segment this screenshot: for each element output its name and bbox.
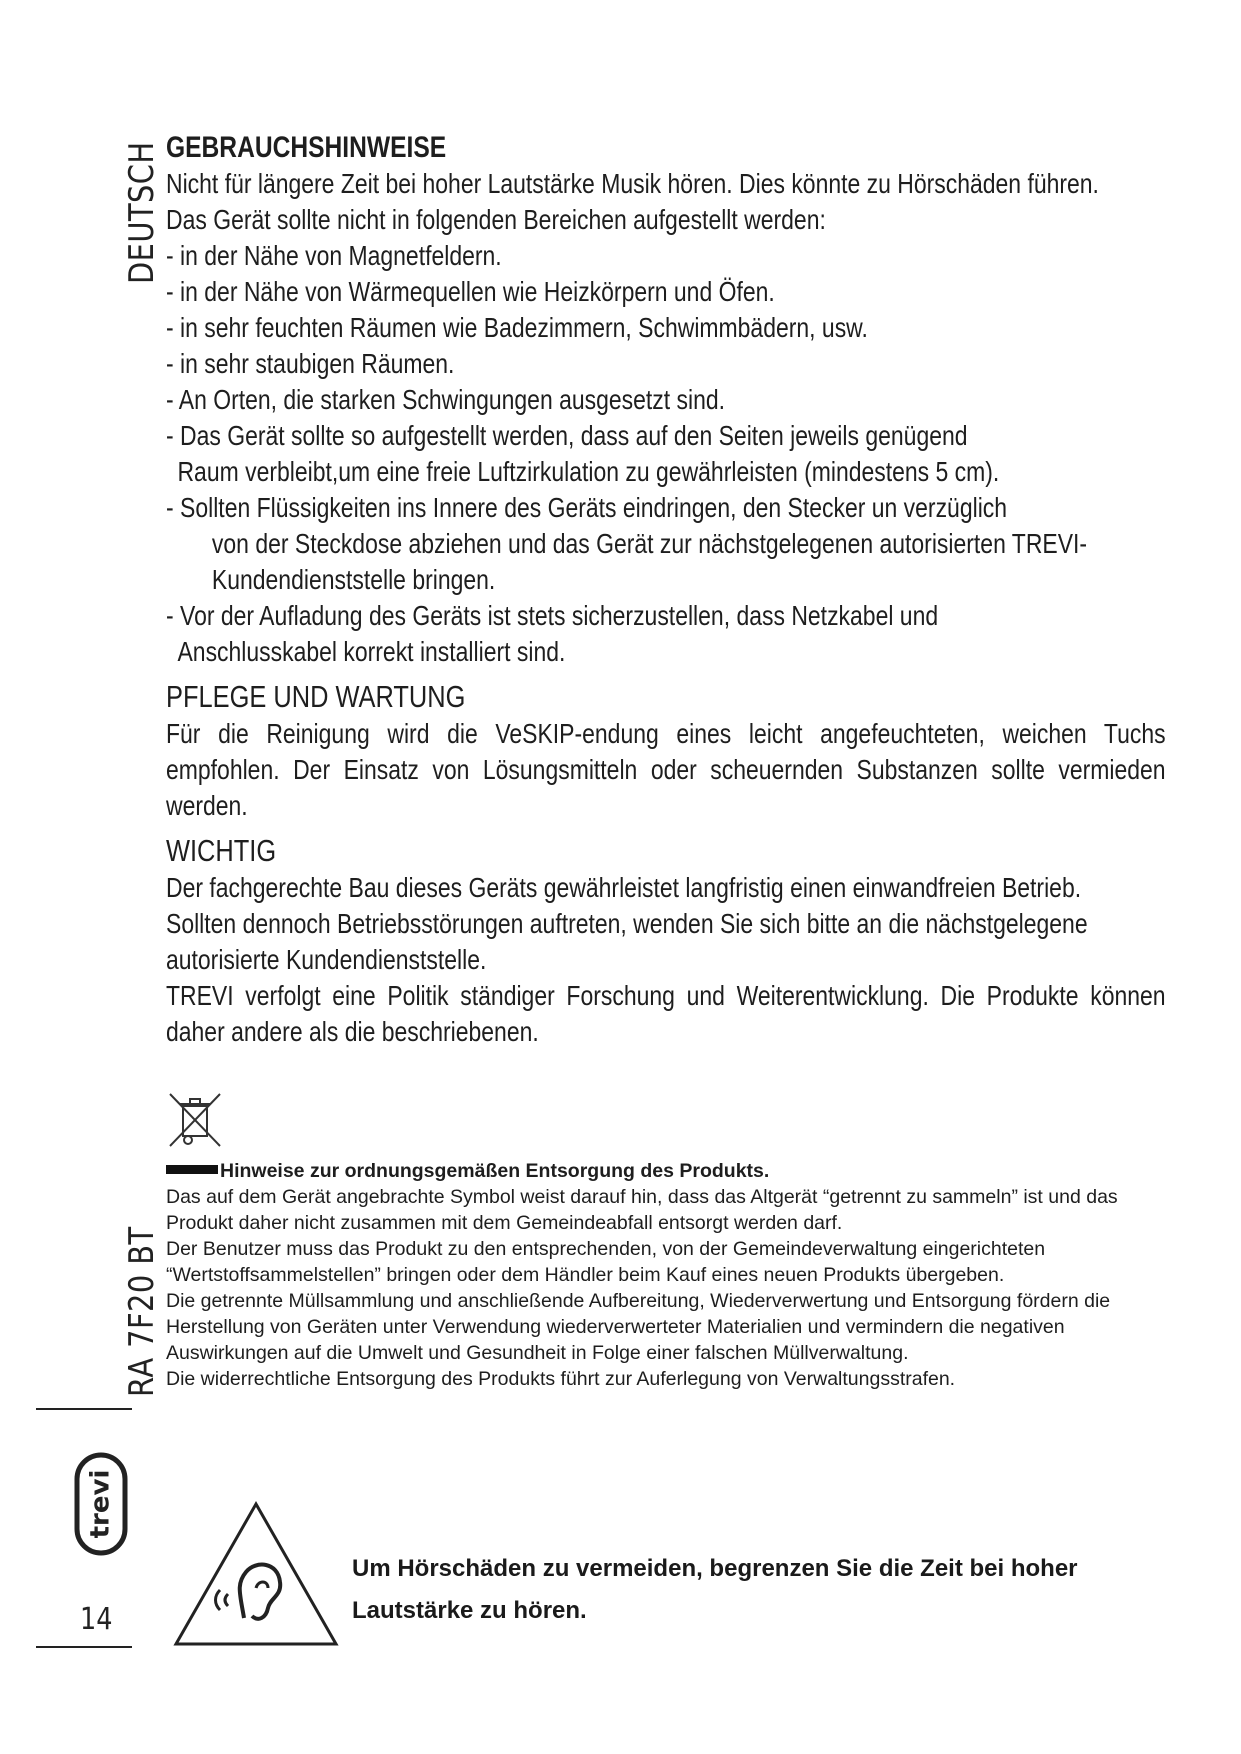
- important-line: autorisierte Kundendienststelle.: [166, 944, 487, 975]
- usage-item: - in der Nähe von Magnetfeldern.: [166, 240, 502, 271]
- page-number: 14: [80, 1602, 113, 1637]
- usage-line: Nicht für längere Zeit bei hoher Lautstärke Musik hören. Dies könnte zu Hörschäden führen.: [166, 168, 1099, 199]
- warning-line: Um Hörschäden zu vermeiden, begrenzen Sie die Zeit bei hoher: [352, 1555, 1078, 1582]
- important-line: Sollten dennoch Betriebsstörungen auftreten, wenden Sie sich bitte an die nächstgelegene: [166, 908, 1088, 939]
- usage-item-cont: Anschlusskabel korrekt installiert sind.: [177, 636, 566, 667]
- disposal-paragraph: Der Benutzer muss das Produkt zu den entsprechenden, von der Gemeindeverwaltung eingerichteten “Wertstoffsammelstellen” bringen oder dem Händler beim Kauf eines neuen Produkts übergeben.: [166, 1238, 1046, 1286]
- usage-item-cont: Kundendienststelle bringen.: [211, 564, 496, 595]
- hearing-warning: [352, 1548, 1172, 1632]
- title-bar: [166, 1165, 218, 1174]
- hearing-warning-icon: [170, 1498, 342, 1650]
- usage-title: GEBRAUCHSHINWEISE: [166, 131, 447, 164]
- language-label: DEUTSCH: [122, 141, 162, 284]
- usage-item: - in sehr feuchten Räumen wie Badezimmern, Schwimmbädern, usw.: [166, 312, 868, 343]
- usage-item: - Das Gerät sollte so aufgestellt werden, dass auf den Seiten jeweils genügend: [166, 420, 968, 451]
- disposal-paragraph: Die widerrechtliche Entsorgung des Produkts führt zur Auferlegung von Verwaltungsstrafen.: [166, 1368, 956, 1390]
- usage-section: [166, 130, 1166, 1050]
- usage-item-cont: von der Steckdose abziehen und das Gerät zur nächstgelegenen autorisierten TREVI-: [211, 528, 1088, 559]
- usage-item: - in sehr staubigen Räumen.: [166, 348, 455, 379]
- main-content: [166, 130, 1166, 1050]
- usage-item: - in der Nähe von Wärmequellen wie Heizkörpern und Öfen.: [166, 276, 775, 307]
- trevi-logo: [74, 1452, 128, 1556]
- usage-item: - An Orten, die starken Schwingungen ausgesetzt sind.: [166, 384, 726, 415]
- divider: [36, 1646, 132, 1648]
- important-title: WICHTIG: [166, 833, 277, 868]
- divider: [36, 1408, 132, 1410]
- usage-item-cont: Raum verbleibt,um eine freie Luftzirkulation zu gewährleisten (mindestens 5 cm).: [177, 456, 1000, 487]
- disposal-section: [166, 1158, 1186, 1392]
- disposal-title: Hinweise zur ordnungsgemäßen Entsorgung des Produkts.: [220, 1160, 770, 1182]
- care-title: PFLEGE UND WARTUNG: [166, 679, 466, 714]
- usage-item: - Sollten Flüssigkeiten ins Innere des Geräts eindringen, den Stecker un verzüglich: [166, 492, 1008, 523]
- disposal-paragraph: Das auf dem Gerät angebrachte Symbol weist darauf hin, dass das Altgerät “getrennt zu sammeln” ist und das Produkt daher nicht zusammen mit dem Gemeindeabfall entsorgt werden darf.: [166, 1186, 1118, 1234]
- logo-text: trevi: [85, 1469, 116, 1539]
- usage-item: - Vor der Aufladung des Geräts ist stets sicherzustellen, dass Netzkabel und: [166, 600, 939, 631]
- important-text: TREVI verfolgt eine Politik ständiger Forschung und Weiterentwicklung. Die Produkte können daher andere als die beschriebenen.: [166, 980, 1166, 1047]
- important-line: Der fachgerechte Bau dieses Geräts gewährleistet langfristig einen einwandfreien Betrieb.: [166, 872, 1082, 903]
- model-label: RA 7F20 BT: [122, 1226, 162, 1397]
- disposal-title-row: [166, 1158, 1186, 1184]
- care-text: Für die Reinigung wird die VeSKIP-endung eines leicht angefeuchteten, weichen Tuchs empfohlen. Der Einsatz von Lösungsmitteln oder scheuernden Substanzen sollte vermieden werden.: [166, 718, 1166, 821]
- disposal-paragraph: Die getrennte Müllsammlung und anschließende Aufbereitung, Wiederverwertung und Entsorgung fördern die Herstellung von Geräten unter Verwendung wiederverwerteter Materialien und vermindern die negativen Auswirkungen auf die Umwelt und Gesundheit in Folge einer falschen Müllverwaltung.: [166, 1290, 1111, 1364]
- usage-line: Das Gerät sollte nicht in folgenden Bereichen aufgestellt werden:: [166, 204, 826, 235]
- weee-bin-icon: [166, 1090, 224, 1150]
- warning-line: Lautstärke zu hören.: [352, 1597, 587, 1624]
